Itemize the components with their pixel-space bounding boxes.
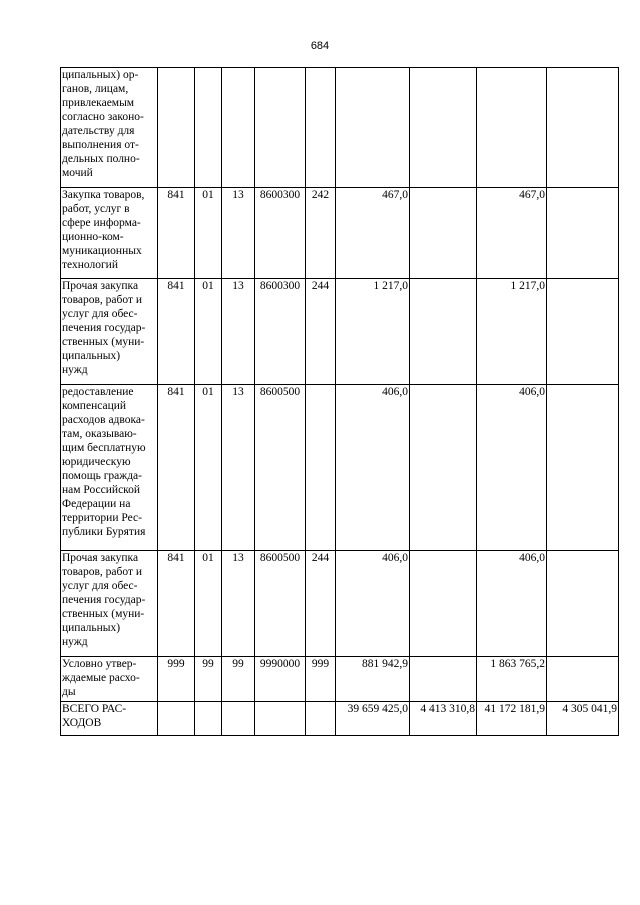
ministry-code-cell: 999	[158, 657, 195, 702]
ministry-code-cell: 841	[158, 188, 195, 279]
expense-name-line: Прочая закупка	[62, 280, 139, 292]
ministry-code-cell: 841	[158, 385, 195, 551]
sum-cell-3: 1 217,0	[477, 279, 547, 385]
expense-name-line: нужд	[62, 364, 88, 376]
expense-name-line: ХОДОВ	[62, 717, 102, 729]
target-article-cell	[255, 702, 306, 736]
target-article-cell: 8600500	[255, 385, 306, 551]
table-row	[61, 702, 619, 736]
expense-name-cell	[61, 657, 158, 702]
expense-type-cell	[306, 385, 336, 551]
ministry-code-cell	[158, 702, 195, 736]
expense-name-line: Закупка товаров,	[62, 189, 145, 201]
expense-name-line: нужд	[62, 636, 88, 648]
expense-type-cell: 242	[306, 188, 336, 279]
expense-name-line: публики Бурятия	[62, 526, 146, 538]
expense-name-line: Условно утвер-	[62, 658, 137, 670]
section-code-cell: 01	[195, 188, 222, 279]
expense-type-cell: 244	[306, 551, 336, 657]
expense-name-line: дельных полно-	[62, 153, 140, 165]
sum-cell-2	[410, 68, 477, 188]
subsection-code-cell: 13	[222, 551, 255, 657]
section-code-cell: 99	[195, 657, 222, 702]
sum-cell-2	[410, 279, 477, 385]
expense-name-line: ционно-ком-	[62, 231, 124, 243]
subsection-code-cell: 13	[222, 188, 255, 279]
expense-name-line: согласно законо-	[62, 111, 144, 123]
expense-name-cell	[61, 68, 158, 188]
expense-name-line: Федерации на	[62, 498, 131, 510]
sum-cell-3: 1 863 765,2	[477, 657, 547, 702]
expense-name-line: сфере информа-	[62, 217, 141, 229]
expense-name-line: работ, услуг в	[62, 203, 130, 215]
table-row	[61, 279, 619, 385]
expense-name-line: территории Рес-	[62, 512, 142, 524]
expense-name-line: дательству для	[62, 125, 135, 137]
expense-name-line: там, оказываю-	[62, 428, 137, 440]
sum-cell-2	[410, 551, 477, 657]
expense-name-line: расходов адвока-	[62, 414, 145, 426]
table-row	[61, 385, 619, 551]
expense-name-line: компенсаций	[62, 400, 127, 412]
table-row	[61, 657, 619, 702]
subsection-code-cell: 13	[222, 279, 255, 385]
sum-cell-4: 4 305 041,9	[547, 702, 619, 736]
sum-cell-1: 406,0	[336, 551, 410, 657]
sum-cell-4	[547, 279, 619, 385]
target-article-cell: 9990000	[255, 657, 306, 702]
table-body	[61, 68, 619, 736]
expense-name-line: технологий	[62, 259, 118, 271]
section-code-cell	[195, 68, 222, 188]
sum-cell-1	[336, 68, 410, 188]
expense-name-cell	[61, 279, 158, 385]
expense-name-line: мочий	[62, 167, 93, 179]
expense-name-line: ципальных)	[62, 350, 121, 362]
sum-cell-3: 406,0	[477, 551, 547, 657]
table-row	[61, 551, 619, 657]
ministry-code-cell: 841	[158, 279, 195, 385]
sum-cell-3	[477, 68, 547, 188]
sum-cell-2: 4 413 310,8	[410, 702, 477, 736]
table-row	[61, 68, 619, 188]
expense-type-cell	[306, 702, 336, 736]
sum-cell-2	[410, 657, 477, 702]
expense-name-line: ципальных)	[62, 622, 121, 634]
expense-name-line: ципальных) ор-	[62, 69, 139, 81]
expense-name-line: ВСЕГО РАС-	[62, 703, 127, 715]
expense-name-line: ственных (муни-	[62, 608, 145, 620]
expense-name-cell	[61, 188, 158, 279]
target-article-cell: 8600500	[255, 551, 306, 657]
expense-name-cell	[61, 385, 158, 551]
expense-name-line: товаров, работ и	[62, 294, 143, 306]
sum-cell-1: 1 217,0	[336, 279, 410, 385]
sum-cell-4	[547, 657, 619, 702]
expense-type-cell	[306, 68, 336, 188]
sum-cell-1: 467,0	[336, 188, 410, 279]
section-code-cell	[195, 702, 222, 736]
target-article-cell: 8600300	[255, 188, 306, 279]
section-code-cell: 01	[195, 551, 222, 657]
expense-name-line: ждаемые расхо-	[62, 672, 140, 684]
expense-type-cell: 999	[306, 657, 336, 702]
sum-cell-1: 881 942,9	[336, 657, 410, 702]
expense-name-line: юридическую	[62, 456, 131, 468]
expense-name-cell	[61, 702, 158, 736]
expense-name-line: привлекаемым	[62, 97, 135, 109]
budget-table	[60, 67, 619, 736]
subsection-code-cell	[222, 68, 255, 188]
expense-name-line: муникационных	[62, 245, 142, 257]
subsection-code-cell: 99	[222, 657, 255, 702]
ministry-code-cell: 841	[158, 551, 195, 657]
expense-name-line: щим бесплатную	[62, 442, 146, 454]
expense-name-line: выполнения от-	[62, 139, 139, 151]
sum-cell-2	[410, 188, 477, 279]
expense-name-line: ды	[62, 686, 76, 698]
sum-cell-4	[547, 385, 619, 551]
expense-type-cell: 244	[306, 279, 336, 385]
expense-name-line: печения государ-	[62, 594, 146, 606]
sum-cell-3: 406,0	[477, 385, 547, 551]
sum-cell-3: 41 172 181,9	[477, 702, 547, 736]
expense-name-line: Прочая закупка	[62, 552, 139, 564]
sum-cell-3: 467,0	[477, 188, 547, 279]
table-row	[61, 188, 619, 279]
expense-name-line: редоставление	[62, 386, 134, 398]
subsection-code-cell: 13	[222, 385, 255, 551]
sum-cell-4	[547, 188, 619, 279]
expense-name-line: ственных (муни-	[62, 336, 145, 348]
target-article-cell: 8600300	[255, 279, 306, 385]
sum-cell-1: 39 659 425,0	[336, 702, 410, 736]
ministry-code-cell	[158, 68, 195, 188]
expense-name-line: услуг для обес-	[62, 580, 138, 592]
page-number: 684	[310, 40, 330, 52]
sum-cell-4	[547, 68, 619, 188]
expense-name-line: товаров, работ и	[62, 566, 143, 578]
sum-cell-2	[410, 385, 477, 551]
subsection-code-cell	[222, 702, 255, 736]
section-code-cell: 01	[195, 385, 222, 551]
expense-name-line: помощь гражда-	[62, 470, 142, 482]
target-article-cell	[255, 68, 306, 188]
expense-name-line: нам Российской	[62, 484, 141, 496]
section-code-cell: 01	[195, 279, 222, 385]
expense-name-line: ганов, лицам,	[62, 83, 129, 95]
expense-name-line: услуг для обес-	[62, 308, 138, 320]
sum-cell-1: 406,0	[336, 385, 410, 551]
expense-name-cell	[61, 551, 158, 657]
sum-cell-4	[547, 551, 619, 657]
expense-name-line: печения государ-	[62, 322, 146, 334]
